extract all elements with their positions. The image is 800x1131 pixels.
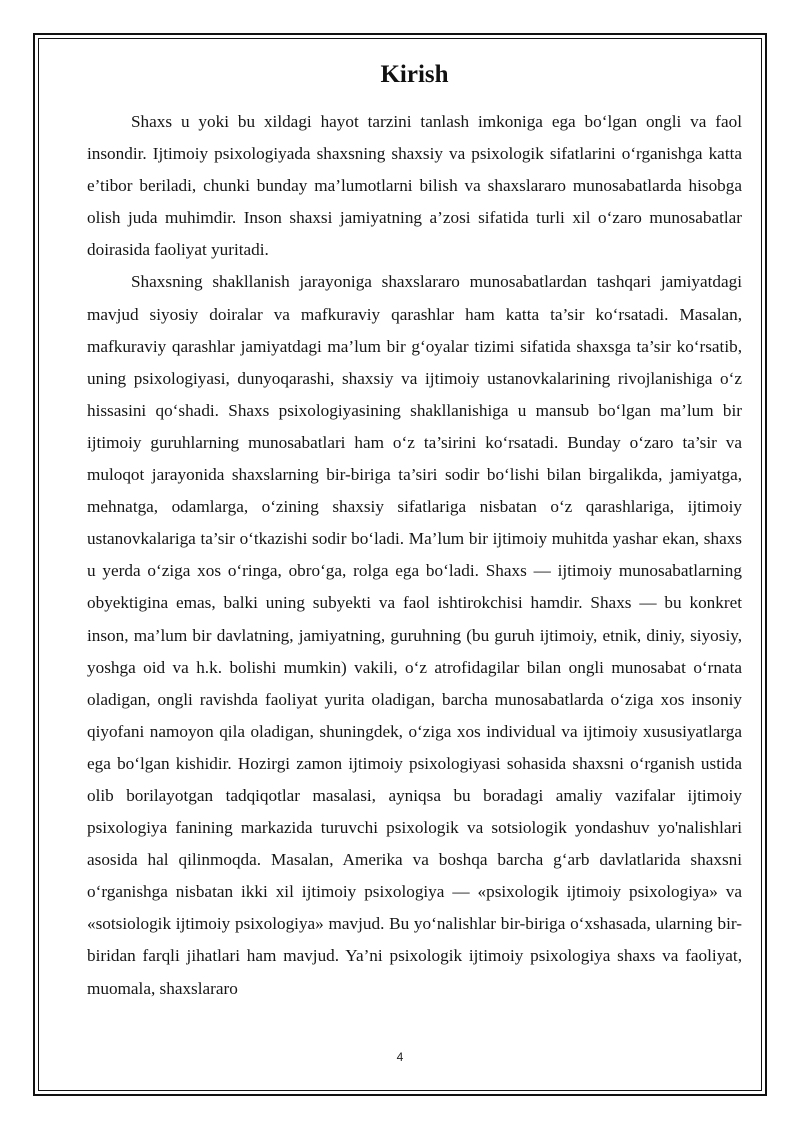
paragraph-1: Shaxs u yoki bu xildagi hayot tarzini tanlash imkoniga ega bo‘lgan ongli va faol insondir. Ijtimoiy psixologiyada shaxsning shaxsiy va psixologik sifatlarini o‘rganishga katta e’tibor beriladi, chunki bunday ma’lumotlarni bilish va shaxslararo munosabatlarda hisobga olish juda muhimdir. Inson shaxsi jamiyatning a’zosi sifatida turli xil o‘zaro munosabatlar doirasida faoliyat yuritadi. bbox=[87, 112, 742, 260]
paragraph-2: Shaxsning shakllanish jarayoniga shaxslararo munosabatlardan tashqari jamiyatdagi mavjud siyosiy doiralar va mafkuraviy qarashlar ham katta ta’sir ko‘rsatadi. Masalan, mafkuraviy qarashlar jamiyatdagi ma’lum bir g‘oyalar tizimi sifatida shaxsga ta’sir ko‘rsatib, uning psixologiyasi, dunyoqarashi, shaxsiy va ijtimoiy ustanovkalarining rivojlanishiga o‘z hissasini qo‘shadi. Shaxs psixologiyasining shakllanishiga u mansub bo‘lgan ma’lum bir ijtimoiy guruhlarning munosabatlari ham o‘z ta’sirini ko‘rsatadi. Bunday o‘zaro ta’sir va muloqot jarayonida shaxslarning bir-biriga ta’siri sodir bo‘lishi bilan birgalikda, jamiyatga, mehnatga, odamlarga, o‘zining shaxsiy sifatlariga nisbatan o‘z qarashlariga, ijtimoiy ustanovkalariga ta’sir o‘tkazishi sodir bo‘ladi. Ma’lum bir ijtimoiy muhitda yashar ekan, shaxs u yerda o‘ziga xos o‘ringa, obro‘ga, rolga ega bo‘ladi. Shaxs — ijtimoiy munosabatlarning obyektigina emas, balki uning subyekti va faol ishtirokchisi hamdir. Shaxs — bu konkret inson, ma’lum bir davlatning, jamiyatning, guruhning (bu guruh ijtimoiy, etnik, diniy, siyosiy, yoshga oid va h.k. bolishi mumkin) vakili, o‘z atrofidagilar bilan ongli munosabat o‘rnata oladigan, ongli ravishda faoliyat yurita oladigan, barcha munosabatlarda o‘ziga xos insoniy qiyofani namoyon qila oladigan, shuningdek, o‘ziga xos individual va ijtimoiy xususiyatlarga ega bo‘lgan kishidir. Hozirgi zamon ijtimoiy psixologiyasi sohasida shaxsni o‘rganish ustida olib borilayotgan tadqiqotlar masalasi, ayniqsa bu boradagi amaliy vazifalar ijtimoiy psixologiya fanining markazida turuvchi psixologik va sotsiologik yondashuv yo'nalishlari asosida hal qilinmoqda. Masalan, Amerika va boshqa barcha g‘arb davlatlarida shaxsni o‘rganishga nisbatan ikki xil ijtimoiy psixologiya — «psixologik ijtimoiy psixologiya» va «sotsiologik ijtimoiy psixologiya» mavjud. Bu yo‘nalishlar bir-biriga o‘xshasada, ularning bir-biridan farqli jihatlari ham mavjud. Ya’ni psixologik ijtimoiy psixologiya shaxs va faoliyat, muomala, shaxslararo bbox=[87, 272, 742, 998]
page-title: Kirish bbox=[380, 61, 449, 88]
page-content bbox=[87, 50, 742, 1005]
page-number: 4 bbox=[396, 1050, 404, 1064]
